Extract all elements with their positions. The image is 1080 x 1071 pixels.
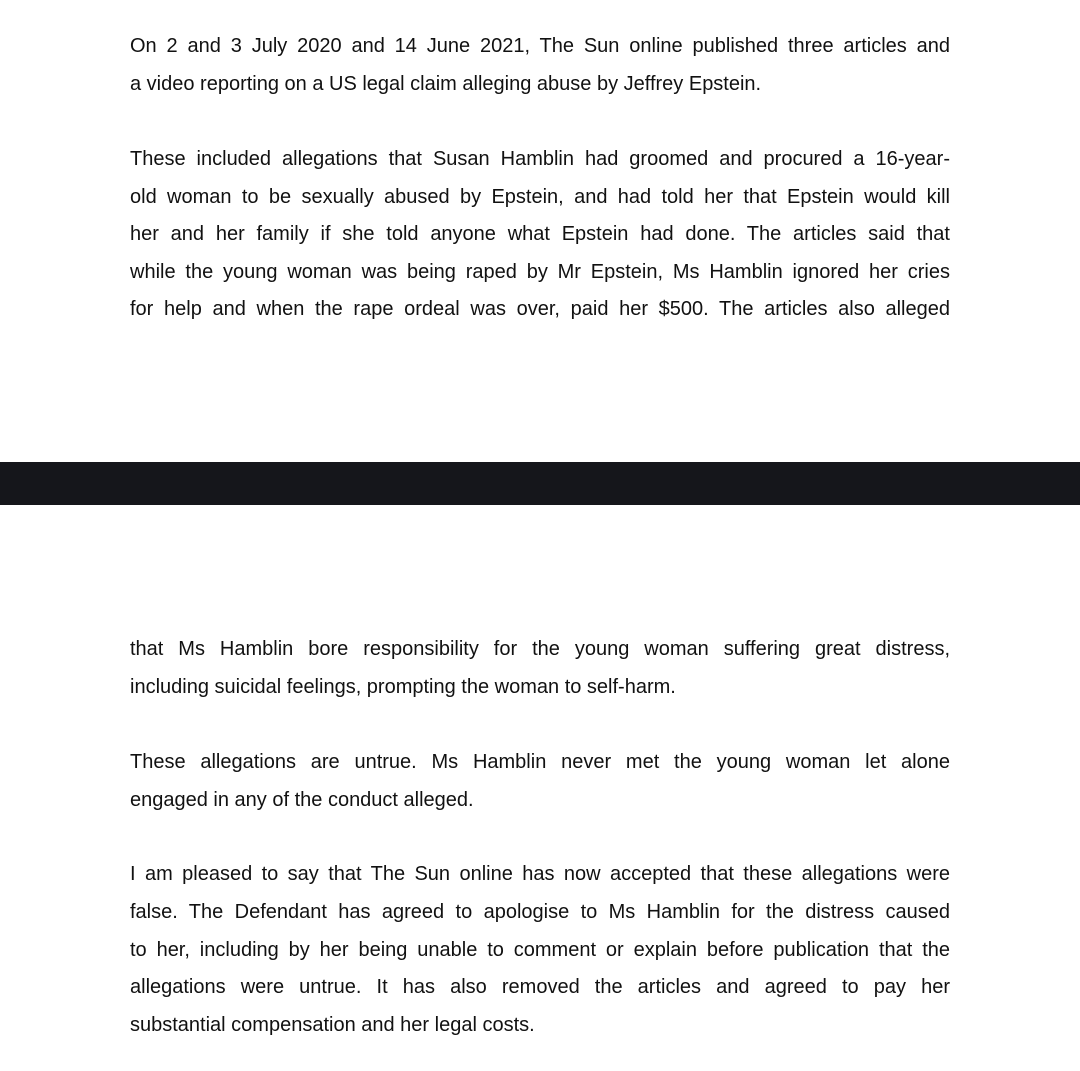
text-line: old woman to be sexually abused by Epstein, and had told her that Epstein would kill (130, 186, 950, 208)
document-page-bottom (0, 505, 1080, 1071)
text-line: These included allegations that Susan Hamblin had groomed and procured a 16-year- (130, 148, 950, 170)
document-page-top (0, 0, 1080, 462)
page-divider (0, 462, 1080, 505)
text-line: These allegations are untrue. Ms Hamblin never met the young woman let alone (130, 751, 950, 773)
text-line: that Ms Hamblin bore responsibility for the young woman suffering great distress, (130, 638, 950, 660)
text-line: including suicidal feelings, prompting the woman to self-harm. (130, 676, 676, 698)
text-line: to her, including by her being unable to comment or explain before publication that the (130, 939, 950, 961)
text-line: for help and when the rape ordeal was over, paid her $500. The articles also alleged (130, 298, 950, 320)
text-line: I am pleased to say that The Sun online has now accepted that these allegations were (130, 863, 950, 885)
text-line: false. The Defendant has agreed to apologise to Ms Hamblin for the distress caused (130, 901, 950, 923)
text-line: engaged in any of the conduct alleged. (130, 789, 474, 811)
text-line: On 2 and 3 July 2020 and 14 June 2021, The Sun online published three articles and (130, 35, 950, 57)
text-line: substantial compensation and her legal costs. (130, 1014, 535, 1036)
text-line: while the young woman was being raped by Mr Epstein, Ms Hamblin ignored her cries (130, 261, 950, 283)
text-line: a video reporting on a US legal claim alleging abuse by Jeffrey Epstein. (130, 73, 762, 95)
text-line: allegations were untrue. It has also removed the articles and agreed to pay her (130, 976, 950, 998)
text-line: her and her family if she told anyone what Epstein had done. The articles said that (130, 223, 950, 245)
